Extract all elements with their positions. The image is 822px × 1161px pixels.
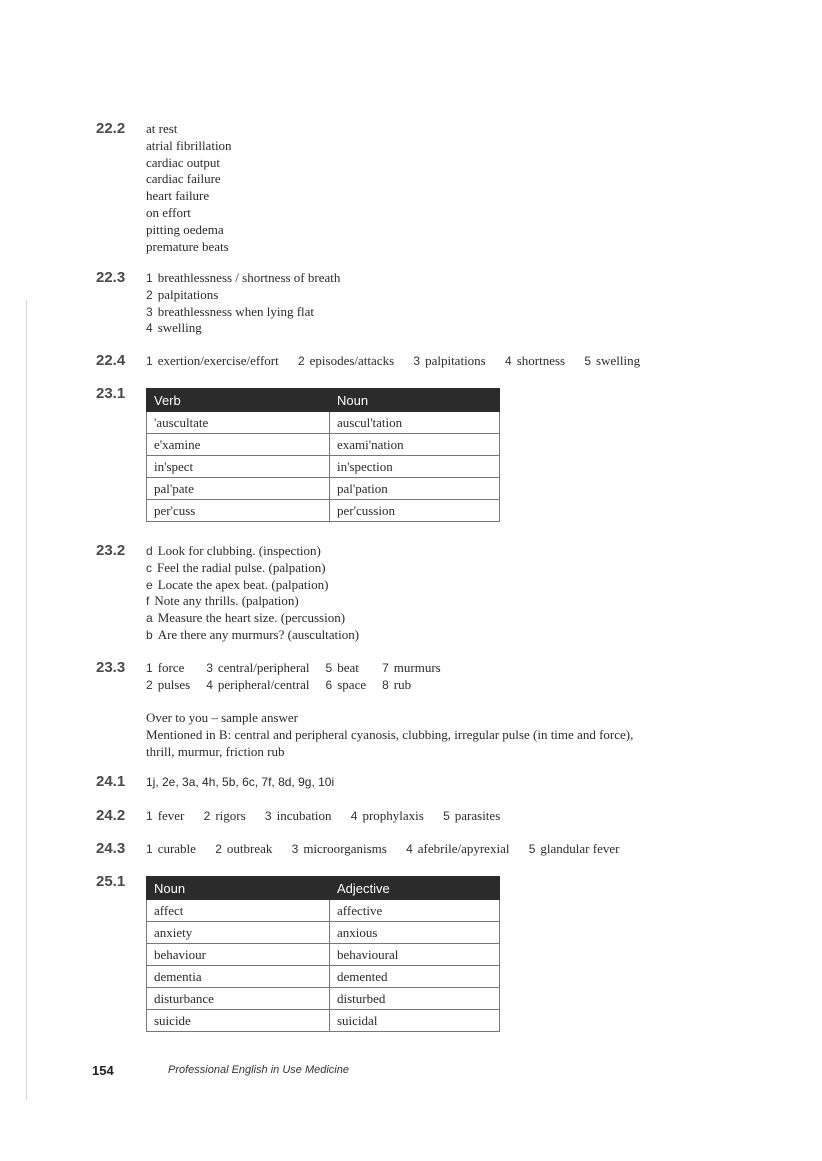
answer-item (146, 320, 340, 337)
section-number-24-2: 24.2 (96, 807, 126, 824)
answer-row-24-3 (146, 841, 635, 857)
table-cell: affective (330, 900, 500, 922)
item-number: 1 (146, 809, 153, 823)
answer-item (382, 677, 441, 694)
answer-line: premature beats (146, 238, 229, 254)
item-text: breathlessness / shortness of breath (157, 270, 341, 285)
answer-item (146, 593, 359, 610)
answer-item (146, 560, 359, 577)
answer-list-22-3 (146, 270, 340, 337)
item-text: rigors (215, 808, 246, 823)
answer-item (529, 841, 620, 856)
table-row (147, 412, 500, 434)
answer-item (146, 808, 184, 823)
table-cell: exami'nation (330, 434, 500, 456)
item-number: 2 (297, 354, 305, 368)
over-to-you-text: thrill, murmur, friction rub (146, 743, 285, 759)
item-text: Locate the apex beat. (palpation) (157, 576, 329, 592)
answer-row-22-4 (146, 353, 656, 369)
answer-line: atrial fibrillation (146, 137, 232, 153)
answer-item (505, 353, 565, 368)
answer-item (413, 353, 485, 368)
answer-item (206, 677, 325, 694)
item-number: 4 (206, 677, 213, 692)
item-number: 3 (206, 661, 213, 675)
answer-list-22-2 (146, 121, 232, 255)
table-cell: per'cussion (330, 500, 500, 522)
item-number: 5 (528, 842, 536, 856)
table-cell: suicide (147, 1010, 330, 1032)
item-text: exertion/exercise/effort (157, 353, 279, 368)
item-letter: e (146, 577, 153, 592)
answer-item (206, 660, 325, 677)
table-row (147, 988, 500, 1010)
table-row (147, 434, 500, 456)
item-text: pulses (157, 676, 191, 692)
table-cell: disturbance (147, 988, 330, 1010)
item-text: swelling (157, 320, 202, 336)
page-number: 154 (92, 1063, 114, 1078)
answer-item (298, 353, 394, 368)
item-text: microorganisms (303, 841, 387, 856)
section-number-24-3: 24.3 (96, 840, 126, 857)
table-row (147, 922, 500, 944)
answer-text-24-1: 1j, 2e, 3a, 4h, 5b, 6c, 7f, 8d, 9g, 10i (146, 775, 335, 789)
book-title: Professional English in Use Medicine (168, 1064, 349, 1076)
item-letter: d (146, 544, 153, 558)
item-letter: f (146, 594, 150, 609)
section-number-24-1: 24.1 (96, 773, 126, 790)
item-number: 4 (505, 354, 512, 368)
answer-item (326, 660, 383, 677)
item-text: palpitations (425, 353, 486, 368)
table-row (147, 966, 500, 988)
table-cell: demented (330, 966, 500, 988)
section-number-23-1: 23.1 (96, 385, 126, 402)
over-to-you-block (146, 710, 633, 760)
section-number-22-4: 22.4 (96, 352, 126, 369)
table-cell: e'xamine (147, 434, 330, 456)
item-text: Are there any murmurs? (auscultation) (157, 626, 360, 642)
item-number: 6 (325, 677, 333, 692)
item-text: beat (337, 660, 359, 675)
item-number: 1 (146, 271, 153, 285)
table-row (147, 478, 500, 500)
table-cell: behavioural (330, 944, 500, 966)
table-row (147, 456, 500, 478)
answer-item (146, 627, 359, 644)
item-text: breathlessness when lying flat (157, 303, 315, 319)
answer-item (146, 610, 359, 627)
answer-item (265, 808, 332, 823)
answer-item (204, 808, 246, 823)
table-cell: anxious (330, 922, 500, 944)
answer-item (382, 660, 441, 677)
section-number-22-3: 22.3 (96, 269, 126, 286)
item-number: 5 (325, 661, 333, 675)
section-number-23-2: 23.2 (96, 542, 126, 559)
answer-item (292, 841, 387, 856)
table-cell: dementia (147, 966, 330, 988)
column-header: Adjective (330, 877, 500, 900)
item-number: 4 (406, 842, 413, 856)
item-text: afebrile/apyrexial (417, 841, 510, 856)
answer-item (146, 304, 340, 321)
answer-item (146, 353, 279, 368)
item-text: incubation (276, 808, 332, 823)
table-row (147, 1010, 500, 1032)
answer-grid-23-3 (146, 660, 441, 693)
table-cell: auscul'tation (330, 412, 500, 434)
table-row (147, 500, 500, 522)
column-header: Noun (330, 389, 500, 412)
item-number: 1 (146, 661, 153, 675)
item-text: peripheral/central (217, 676, 310, 692)
item-text: prophylaxis (362, 808, 424, 823)
answer-item (146, 270, 340, 287)
answer-line: at rest (146, 121, 178, 136)
item-text: force (157, 660, 185, 675)
answer-item (146, 841, 196, 856)
table-cell: per'cuss (147, 500, 330, 522)
page-margin-line (26, 300, 27, 1100)
answer-item (351, 808, 424, 823)
answer-line: on effort (146, 204, 191, 220)
table-cell: in'spection (330, 456, 500, 478)
item-letter: a (146, 611, 153, 626)
answer-item (215, 841, 272, 856)
section-number-22-2: 22.2 (96, 120, 126, 137)
item-text: fever (157, 808, 185, 823)
item-number: 2 (203, 809, 211, 823)
item-text: outbreak (226, 841, 273, 856)
item-text: swelling (596, 353, 641, 368)
item-number: 7 (382, 661, 389, 675)
item-number: 4 (146, 321, 153, 336)
answer-item (146, 543, 359, 560)
answer-line: cardiac failure (146, 171, 221, 187)
item-letter: b (146, 627, 153, 642)
item-letter: c (146, 560, 152, 575)
table-row (147, 900, 500, 922)
table-header-row (147, 877, 500, 900)
table-header-row (147, 389, 500, 412)
over-to-you-title: Over to you – sample answer (146, 710, 298, 725)
item-text: space (337, 676, 367, 692)
answer-item (326, 677, 383, 694)
answer-item (584, 353, 640, 368)
item-number: 1 (146, 354, 153, 368)
answer-item (146, 287, 340, 304)
table-cell: pal'pate (147, 478, 330, 500)
item-text: central/peripheral (217, 660, 310, 675)
item-number: 3 (264, 809, 272, 823)
item-text: Measure the heart size. (percussion) (157, 610, 346, 626)
table-row (147, 944, 500, 966)
answer-line: heart failure (146, 188, 210, 204)
item-text: Feel the radial pulse. (palpation) (157, 559, 326, 575)
answer-list-23-2 (146, 543, 359, 644)
noun-adjective-table (146, 876, 500, 1032)
item-number: 3 (291, 842, 299, 856)
item-number: 4 (350, 809, 358, 823)
answer-line: cardiac output (146, 154, 220, 170)
item-number: 8 (382, 677, 389, 692)
column-header: Verb (147, 389, 330, 412)
item-number: 5 (584, 354, 592, 368)
answer-item (406, 841, 509, 856)
item-text: rub (393, 676, 412, 692)
item-text: glandular fever (540, 841, 620, 856)
item-number: 2 (215, 842, 222, 856)
item-text: parasites (454, 808, 501, 823)
item-number: 3 (413, 354, 421, 368)
answer-line: pitting oedema (146, 221, 224, 237)
table-cell: suicidal (330, 1010, 500, 1032)
item-text: palpitations (157, 286, 219, 302)
section-number-23-3: 23.3 (96, 659, 126, 676)
item-number: 3 (146, 304, 153, 319)
table-cell: 'auscultate (147, 412, 330, 434)
item-number: 1 (146, 842, 153, 856)
answer-item (443, 808, 500, 823)
table-cell: disturbed (330, 988, 500, 1010)
table-cell: behaviour (147, 944, 330, 966)
item-number: 2 (146, 287, 153, 302)
section-number-25-1: 25.1 (96, 873, 126, 890)
over-to-you-text: Mentioned in B: central and peripheral cyanosis, clubbing, irregular pulse (in time and force), (146, 726, 634, 742)
verb-noun-table-wrap (146, 388, 500, 522)
answer-item (146, 660, 206, 677)
item-number: 2 (146, 677, 153, 692)
column-header: Noun (147, 877, 330, 900)
table-cell: affect (147, 900, 330, 922)
verb-noun-table (146, 388, 500, 522)
table-cell: pal'pation (330, 478, 500, 500)
item-text: Note any thrills. (palpation) (154, 593, 299, 609)
item-text: shortness (516, 353, 566, 368)
item-text: Look for clubbing. (inspection) (157, 543, 321, 558)
item-text: episodes/attacks (309, 353, 395, 368)
answer-item (146, 677, 206, 694)
item-text: curable (157, 841, 196, 856)
item-text: murmurs (393, 660, 441, 675)
table-cell: anxiety (147, 922, 330, 944)
noun-adjective-table-wrap (146, 876, 500, 1032)
answer-row-24-2 (146, 808, 516, 824)
answer-item (146, 577, 359, 594)
item-number: 5 (443, 809, 450, 823)
table-cell: in'spect (147, 456, 330, 478)
